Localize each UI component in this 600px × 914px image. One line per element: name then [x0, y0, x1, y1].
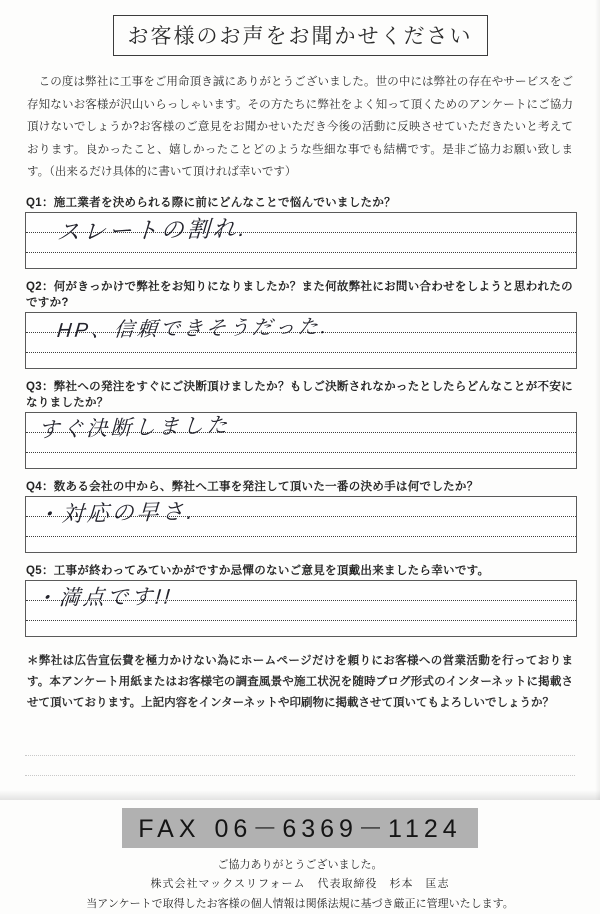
title-section — [0, 0, 600, 56]
writing-line — [26, 313, 576, 333]
handwritten-answer-q1: スレートの割れ. — [56, 212, 249, 247]
writing-line-faint — [25, 736, 575, 756]
footer-thanks: ご協力ありがとうございました。 — [0, 856, 600, 876]
writing-line — [26, 233, 576, 253]
writing-line — [26, 601, 576, 621]
question-label-q2: Q2：何がきっかけで弊社をお知りになりましたか？また何故弊社にお問い合わせをしようと思われたのですか? — [26, 278, 574, 310]
handwritten-answer-q5: ・満点です!! — [34, 580, 174, 611]
writing-line — [26, 353, 576, 367]
writing-line — [26, 333, 576, 353]
answer-box-q1 — [25, 212, 577, 269]
footer-company: 株式会社マックスリフォーム 代表取締役 杉本 匡志 — [0, 875, 600, 895]
question-block-q3 — [0, 378, 600, 469]
question-label-q3: Q3：弊社への発注をすぐにご決断頂けましたか？もしご決断されなかったとしたらどんなことが不安になりましたか？ — [26, 378, 574, 410]
writing-line — [26, 433, 576, 453]
question-label-q5: Q5：工事が終わってみていかがですか忌憚のないご意見を頂戴出来ましたら幸いです。 — [26, 562, 574, 578]
writing-line — [26, 497, 576, 517]
answer-box-q3 — [25, 412, 577, 469]
question-block-q4 — [0, 478, 600, 553]
handwritten-answer-q2: HP、信頼できそうだった. — [56, 312, 331, 343]
answer-box-q4 — [25, 496, 577, 553]
fax-label: FAX — [138, 815, 200, 843]
footer-section — [0, 856, 600, 914]
extra-writing-lines — [0, 736, 600, 776]
page-title: お客様のお声をお聞かせください — [113, 15, 488, 56]
writing-line — [26, 253, 576, 267]
fax-number-bar — [122, 808, 477, 848]
writing-line-faint — [25, 756, 575, 776]
question-label-q4: Q4：数ある会社の中から、弊社へ工事を発注して頂いた一番の決め手は何でしたか？ — [26, 478, 574, 494]
question-list — [0, 194, 600, 637]
question-label-q1: Q1：施工業者を決められる際に前にどんなことで悩んでいましたか？ — [26, 194, 574, 210]
writing-line — [26, 581, 576, 601]
question-block-q2 — [0, 278, 600, 369]
answer-box-q2 — [25, 312, 577, 369]
intro-paragraph: この度は弊社に工事をご用命頂き誠にありがとうございました。世の中には弊社の存在やサービスをご存知ないお客様が沢山いらっしゃいます。その方たちに弊社をよく知って頂くためのアンケートにご協力頂けないでしょうか?お客様のご意見をお聞かせいただき今後の活動に反映させていただきたいと考えております。良かったこと、嬉しかったことどのような些細な事でも結構です。是非ご協力お願い致します。（出来るだけ具体的に書いて頂ければ幸いです） — [27, 71, 573, 184]
writing-line — [26, 213, 576, 233]
writing-line — [26, 413, 576, 433]
handwritten-answer-q3: すぐ決断しました — [38, 412, 231, 444]
footer-privacy-notice: 当アンケートで取得したお客様の個人情報は関係法規に基づき厳正に管理いたします。 — [0, 895, 600, 914]
fax-number: 06－6369－1124 — [215, 815, 462, 843]
writing-line — [26, 453, 576, 467]
footnote-paragraph: ＊弊社は広告宣伝費を極力かけない為にホームページだけを頼りにお客様への営業活動を行っております。本アンケート用紙またはお客様宅の調査風景や施工状況を随時ブログ形式のインターネットに掲載させて頂いております。上記内容をインターネットや印刷物に掲載させて頂いてもよろしいでしょうか？ — [27, 651, 573, 714]
fax-section — [0, 808, 600, 848]
question-block-q1 — [0, 194, 600, 269]
writing-line — [26, 537, 576, 551]
handwritten-answer-q4: ・対応の早さ. — [36, 496, 197, 529]
question-block-q5 — [0, 562, 600, 637]
writing-line — [26, 517, 576, 537]
answer-box-q5 — [25, 580, 577, 637]
writing-line — [26, 621, 576, 635]
scan-artifact-bottom — [0, 790, 600, 800]
